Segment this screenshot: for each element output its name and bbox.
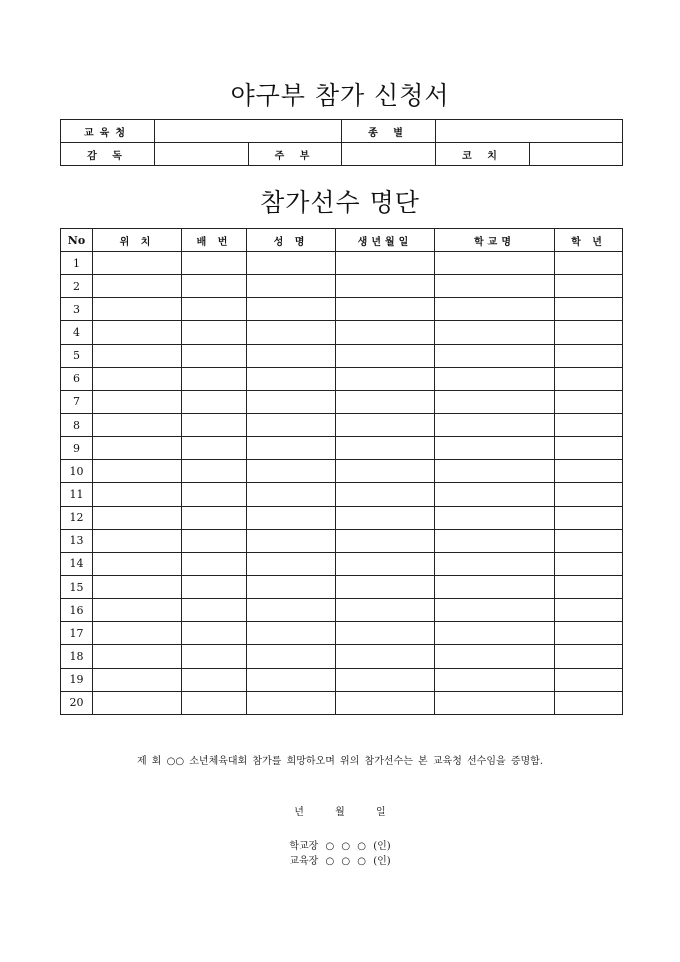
roster-cell[interactable]	[435, 367, 555, 390]
roster-cell[interactable]	[435, 252, 555, 275]
row-number: 20	[61, 691, 93, 714]
roster-cell[interactable]	[182, 599, 247, 622]
roster-cell[interactable]	[182, 390, 247, 413]
grade-header: 학 년	[555, 229, 623, 252]
name-header: 성 명	[247, 229, 336, 252]
roster-cell[interactable]	[555, 691, 623, 714]
roster-cell[interactable]	[93, 298, 182, 321]
table-row	[61, 575, 623, 598]
jersey-number-header: 배 번	[182, 229, 247, 252]
roster-cell[interactable]	[182, 506, 247, 529]
roster-cell[interactable]	[435, 575, 555, 598]
roster-cell[interactable]	[555, 298, 623, 321]
roster-cell[interactable]	[93, 529, 182, 552]
date-month-label: 월	[335, 807, 345, 818]
roster-cell[interactable]	[336, 552, 435, 575]
table-row	[61, 275, 623, 298]
roster-cell[interactable]	[93, 344, 182, 367]
roster-cell[interactable]	[336, 275, 435, 298]
roster-cell[interactable]	[93, 506, 182, 529]
table-row	[61, 483, 623, 506]
captain-field[interactable]	[342, 143, 436, 166]
row-number: 15	[61, 575, 93, 598]
roster-cell[interactable]	[182, 298, 247, 321]
roster-cell[interactable]	[182, 691, 247, 714]
roster-cell[interactable]	[93, 367, 182, 390]
edu-office-label: 교육청	[61, 120, 155, 143]
roster-cell[interactable]	[435, 460, 555, 483]
table-row	[61, 367, 623, 390]
roster-cell[interactable]	[555, 367, 623, 390]
certification-statement: 제 회 ○○ 소년체육대회 참가를 희망하오며 위의 참가선수는 본 교육청 선수임을 증명함.	[136, 756, 544, 767]
roster-cell[interactable]	[336, 413, 435, 436]
roster-cell[interactable]	[182, 645, 247, 668]
roster-cell[interactable]	[555, 529, 623, 552]
roster-cell[interactable]	[336, 645, 435, 668]
roster-cell[interactable]	[247, 645, 336, 668]
roster-cell[interactable]	[336, 344, 435, 367]
row-number: 3	[61, 298, 93, 321]
roster-cell[interactable]	[247, 437, 336, 460]
roster-cell[interactable]	[555, 622, 623, 645]
roster-cell[interactable]	[182, 483, 247, 506]
division-field[interactable]	[436, 120, 623, 143]
roster-cell[interactable]	[336, 575, 435, 598]
roster-cell[interactable]	[93, 321, 182, 344]
roster-cell[interactable]	[555, 460, 623, 483]
roster-cell[interactable]	[336, 506, 435, 529]
table-row	[61, 529, 623, 552]
table-row	[61, 413, 623, 436]
roster-cell[interactable]	[182, 413, 247, 436]
row-number: 19	[61, 668, 93, 691]
roster-cell[interactable]	[93, 483, 182, 506]
roster-cell[interactable]	[555, 575, 623, 598]
roster-cell[interactable]	[182, 529, 247, 552]
roster-title: 참가선수 명단	[260, 188, 420, 217]
position-header: 위 치	[93, 229, 182, 252]
roster-cell[interactable]	[336, 460, 435, 483]
roster-cell[interactable]	[93, 552, 182, 575]
director-label: 감 독	[61, 143, 155, 166]
row-number: 9	[61, 437, 93, 460]
superintendent-signature: 교육장 ○ ○ ○ (인)	[289, 856, 391, 867]
birthdate-header: 생년월일	[336, 229, 435, 252]
roster-cell[interactable]	[247, 691, 336, 714]
roster-cell[interactable]	[247, 599, 336, 622]
table-row	[61, 622, 623, 645]
row-number: 2	[61, 275, 93, 298]
roster-cell[interactable]	[93, 599, 182, 622]
row-number: 5	[61, 344, 93, 367]
roster-cell[interactable]	[93, 437, 182, 460]
table-row	[61, 390, 623, 413]
roster-cell[interactable]	[247, 552, 336, 575]
roster-cell[interactable]	[247, 298, 336, 321]
roster-cell[interactable]	[182, 437, 247, 460]
roster-cell[interactable]	[247, 622, 336, 645]
roster-cell[interactable]	[93, 252, 182, 275]
roster-cell[interactable]	[182, 460, 247, 483]
roster-cell[interactable]	[247, 344, 336, 367]
row-number: 14	[61, 552, 93, 575]
roster-cell[interactable]	[247, 529, 336, 552]
principal-signature: 학교장 ○ ○ ○ (인)	[289, 841, 391, 852]
roster-cell[interactable]	[93, 275, 182, 298]
roster-cell[interactable]	[182, 367, 247, 390]
roster-cell[interactable]	[182, 344, 247, 367]
roster-cell[interactable]	[435, 483, 555, 506]
roster-cell[interactable]	[435, 691, 555, 714]
row-number: 16	[61, 599, 93, 622]
table-row	[61, 668, 623, 691]
roster-cell[interactable]	[93, 460, 182, 483]
roster-cell[interactable]	[435, 275, 555, 298]
roster-cell[interactable]	[435, 344, 555, 367]
row-number: 13	[61, 529, 93, 552]
roster-cell[interactable]	[435, 599, 555, 622]
roster-cell[interactable]	[435, 529, 555, 552]
roster-cell[interactable]	[555, 506, 623, 529]
roster-cell[interactable]	[336, 321, 435, 344]
roster-cell[interactable]	[555, 321, 623, 344]
roster-cell[interactable]	[182, 252, 247, 275]
date-day-label: 일	[376, 807, 386, 818]
row-number: 12	[61, 506, 93, 529]
roster-cell[interactable]	[435, 645, 555, 668]
roster-cell[interactable]	[555, 645, 623, 668]
roster-cell[interactable]	[93, 622, 182, 645]
roster-cell[interactable]	[336, 599, 435, 622]
roster-cell[interactable]	[93, 668, 182, 691]
no-header: No	[61, 229, 93, 252]
table-row	[61, 252, 623, 275]
table-row	[61, 344, 623, 367]
row-number: 6	[61, 367, 93, 390]
roster-cell[interactable]	[247, 483, 336, 506]
roster-cell[interactable]	[93, 413, 182, 436]
roster-cell[interactable]	[336, 367, 435, 390]
roster-cell[interactable]	[555, 275, 623, 298]
roster-cell[interactable]	[182, 575, 247, 598]
coach-field[interactable]	[530, 143, 623, 166]
roster-cell[interactable]	[247, 252, 336, 275]
row-number: 7	[61, 390, 93, 413]
roster-cell[interactable]	[182, 622, 247, 645]
date-year-label: 년	[294, 807, 304, 818]
coach-label: 코 치	[436, 143, 530, 166]
roster-cell[interactable]	[435, 298, 555, 321]
roster-cell[interactable]	[247, 390, 336, 413]
edu-office-field[interactable]	[155, 120, 342, 143]
form-title: 야구부 참가 신청서	[230, 81, 450, 110]
roster-cell[interactable]	[435, 321, 555, 344]
table-row	[61, 298, 623, 321]
division-label: 종 별	[342, 120, 436, 143]
roster-cell[interactable]	[336, 298, 435, 321]
roster-cell[interactable]	[555, 599, 623, 622]
roster-cell[interactable]	[93, 390, 182, 413]
table-row	[61, 645, 623, 668]
roster-cell[interactable]	[336, 437, 435, 460]
roster-cell[interactable]	[435, 552, 555, 575]
roster-cell[interactable]	[247, 668, 336, 691]
row-number: 8	[61, 413, 93, 436]
roster-cell[interactable]	[555, 437, 623, 460]
row-number: 10	[61, 460, 93, 483]
roster-table	[60, 228, 623, 715]
roster-cell[interactable]	[247, 367, 336, 390]
roster-cell[interactable]	[555, 668, 623, 691]
date-line	[0, 803, 680, 818]
roster-cell[interactable]	[182, 275, 247, 298]
roster-cell[interactable]	[435, 622, 555, 645]
roster-cell[interactable]	[247, 575, 336, 598]
roster-cell[interactable]	[336, 622, 435, 645]
roster-cell[interactable]	[555, 552, 623, 575]
roster-cell[interactable]	[555, 344, 623, 367]
roster-cell[interactable]	[247, 321, 336, 344]
table-row	[61, 321, 623, 344]
roster-cell[interactable]	[435, 437, 555, 460]
roster-cell[interactable]	[336, 483, 435, 506]
table-row	[61, 460, 623, 483]
roster-cell[interactable]	[247, 460, 336, 483]
roster-cell[interactable]	[435, 668, 555, 691]
row-number: 11	[61, 483, 93, 506]
roster-cell[interactable]	[435, 413, 555, 436]
roster-cell[interactable]	[336, 691, 435, 714]
table-row	[61, 552, 623, 575]
table-row	[61, 506, 623, 529]
row-number: 17	[61, 622, 93, 645]
director-field[interactable]	[155, 143, 249, 166]
roster-cell[interactable]	[336, 390, 435, 413]
roster-cell[interactable]	[336, 252, 435, 275]
roster-cell[interactable]	[93, 575, 182, 598]
table-row	[61, 691, 623, 714]
roster-cell[interactable]	[555, 252, 623, 275]
roster-cell[interactable]	[93, 691, 182, 714]
team-info-table	[60, 119, 623, 166]
roster-cell[interactable]	[182, 552, 247, 575]
roster-cell[interactable]	[182, 321, 247, 344]
row-number: 1	[61, 252, 93, 275]
row-number: 18	[61, 645, 93, 668]
roster-cell[interactable]	[555, 413, 623, 436]
roster-cell[interactable]	[435, 390, 555, 413]
roster-cell[interactable]	[247, 275, 336, 298]
roster-cell[interactable]	[555, 390, 623, 413]
table-row	[61, 599, 623, 622]
table-row	[61, 437, 623, 460]
captain-label: 주 부	[249, 143, 342, 166]
roster-cell[interactable]	[336, 529, 435, 552]
roster-cell[interactable]	[247, 506, 336, 529]
row-number: 4	[61, 321, 93, 344]
roster-cell[interactable]	[182, 668, 247, 691]
roster-cell[interactable]	[336, 668, 435, 691]
roster-cell[interactable]	[555, 483, 623, 506]
roster-cell[interactable]	[93, 645, 182, 668]
roster-cell[interactable]	[435, 506, 555, 529]
school-name-header: 학교명	[435, 229, 555, 252]
roster-cell[interactable]	[247, 413, 336, 436]
